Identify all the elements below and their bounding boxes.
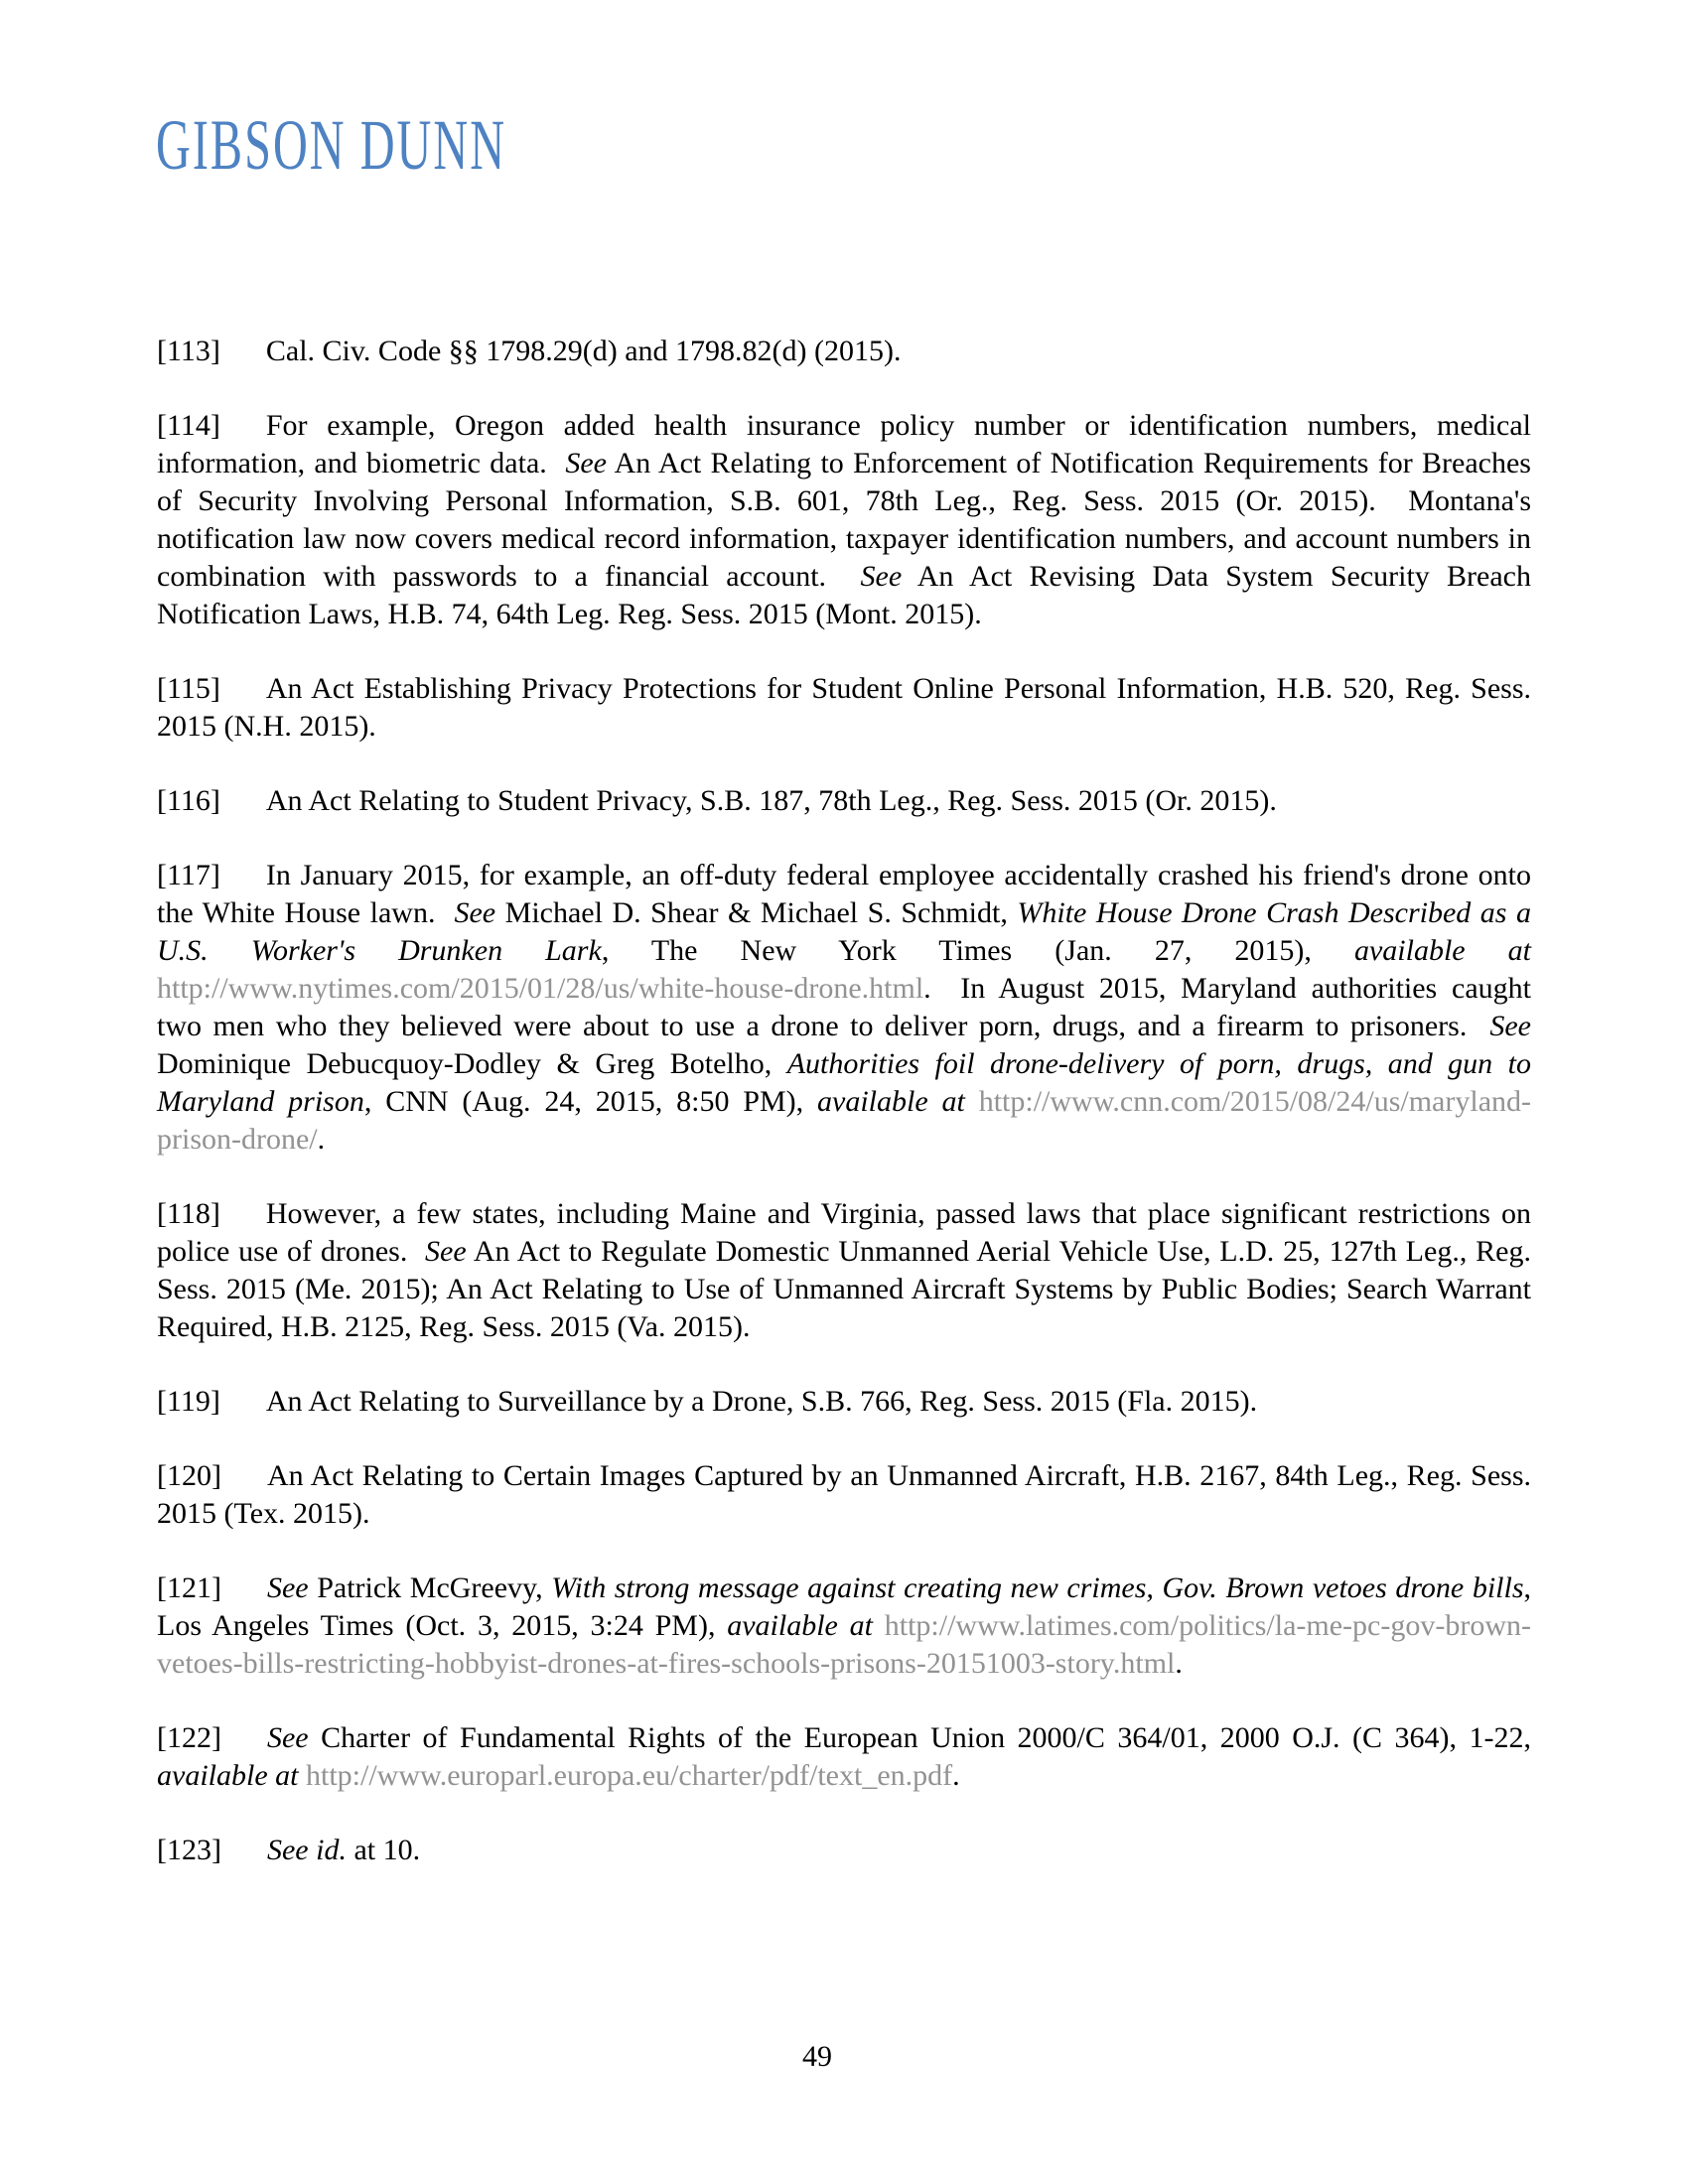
footnote-italic-run: White House Drone Crash Described as a U.S. Worker's Drunken Lark	[157, 896, 1531, 967]
footnote-number: [120]	[157, 1459, 221, 1492]
footnote-text-run: However, a few states, including Maine and Virginia, passed laws that place significant restrictions on police use of drones.	[157, 1197, 1531, 1268]
footnote-text-run: An Act to Regulate Domestic Unmanned Aerial Vehicle Use, L.D. 25, 127th Leg., Reg. Sess. 2015 (Me. 2015); An Act Relating to Use of Unmanned Aircraft Systems by Public Bodies; Search Warrant Required, H.B. 2125, Reg. Sess. 2015 (Va. 2015).	[157, 1235, 1531, 1343]
footnote	[157, 407, 1531, 633]
footnote-text-run: , CNN (Aug. 24, 2015, 8:50 PM),	[363, 1085, 817, 1118]
footnote-body	[157, 1571, 1531, 1680]
footnote-number: [123]	[157, 1834, 221, 1866]
footnote-link[interactable]: http://www.cnn.com/2015/08/24/us/maryland-prison-drone/	[157, 1085, 1532, 1156]
footnote-text-run: An Act Relating to Surveillance by a Drone, S.B. 766, Reg. Sess. 2015 (Fla. 2015).	[265, 1385, 1258, 1418]
footnote-number: [115]	[157, 672, 220, 705]
footnote	[157, 1457, 1531, 1533]
footnote-text-run: An Act Relating to Certain Images Captured by an Unmanned Aircraft, H.B. 2167, 84th Leg., Reg. Sess. 2015 (Tex. 2015).	[157, 1459, 1531, 1530]
footnote-italic-run: available at	[817, 1085, 965, 1118]
footnote	[157, 1832, 1531, 1869]
footnote-text-run: An Act Establishing Privacy Protections for Student Online Personal Information, H.B. 520, Reg. Sess. 2015 (N.H. 2015).	[157, 672, 1531, 743]
gibson-dunn-logo: GIBSON DUNN	[156, 105, 507, 185]
footnote-italic-run: With strong message against creating new crimes, Gov. Brown vetoes drone bills	[551, 1571, 1524, 1604]
footnote-body	[157, 1197, 1531, 1343]
footnote-text-run: , The New York Times (Jan. 27, 2015),	[601, 934, 1354, 967]
footnote-link[interactable]: http://www.latimes.com/politics/la-me-pc-gov-brown-vetoes-bills-restricting-hobbyist-drones-at-fires-schools-prisons-20151003-story.html	[157, 1609, 1531, 1680]
footnote-text-run	[298, 1759, 306, 1792]
footnote-text-run: For example, Oregon added health insurance policy number or identification numbers, medical information, and biometric data.	[157, 409, 1531, 479]
footnote-text-run: Cal. Civ. Code §§ 1798.29(d) and 1798.82(d) (2015).	[265, 335, 902, 367]
footnote-body	[266, 335, 902, 367]
footnote-text-run: .	[1175, 1647, 1183, 1680]
footnote-text-run: Charter of Fundamental Rights of the European Union 2000/C 364/01, 2000 O.J. (C 364), 1-22,	[308, 1721, 1531, 1754]
footnote-body	[266, 1385, 1257, 1418]
footnote-text-run: . In August 2015, Maryland authorities caught two men who they believed were about to use a drone to deliver porn, drugs, and a firearm to prisoners.	[157, 972, 1531, 1042]
footnote-text-run: An Act Revising Data System Security Breach Notification Laws, H.B. 74, 64th Leg. Reg. Sess. 2015 (Mont. 2015).	[157, 560, 1531, 630]
footnote	[157, 857, 1531, 1159]
footnote-text-run	[873, 1609, 885, 1642]
footnote-italic-run: available at	[727, 1609, 873, 1642]
footnote	[157, 1719, 1531, 1795]
footnote-number: [119]	[157, 1385, 220, 1418]
footnote	[157, 670, 1531, 746]
footnote-body	[266, 784, 1277, 817]
footnote-body	[157, 1459, 1531, 1530]
footnote-italic-run: See	[266, 1571, 309, 1604]
footnote-body	[157, 859, 1531, 1156]
footnote-italic-run: available at	[1353, 934, 1531, 967]
footnote-italic-run: See	[565, 447, 607, 479]
footnote-text-run: .	[952, 1759, 960, 1792]
footnote-link[interactable]: http://www.europarl.europa.eu/charter/pdf/text_en.pdf	[305, 1759, 953, 1792]
footnote-text-run: An Act Relating to Enforcement of Notification Requirements for Breaches of Security Involving Personal Information, S.B. 601, 78th Leg., Reg. Sess. 2015 (Or. 2015). Montana's notification law now covers medical record information, taxpayer identification numbers, and account numbers in combination with passwords to a financial account.	[157, 447, 1531, 593]
footnote	[157, 1570, 1531, 1683]
footnote-italic-run: Authorities foil drone-delivery of porn, drugs, and gun to Maryland prison	[157, 1047, 1531, 1118]
footnotes-list	[157, 0, 1531, 1906]
footnote-number: [118]	[157, 1197, 220, 1230]
footnote-text-run: , Los Angeles Times (Oct. 3, 2015, 3:24 PM),	[157, 1571, 1531, 1642]
footnote-italic-run: See	[266, 1721, 309, 1754]
page-number: 49	[802, 2040, 832, 2073]
footnote	[157, 1195, 1531, 1346]
footnote	[157, 782, 1531, 820]
footnote-number: [113]	[157, 335, 220, 367]
footnote-italic-run: See	[425, 1235, 467, 1268]
footnote-text-run: .	[317, 1123, 326, 1156]
footnote-italic-run: See	[860, 560, 903, 593]
footnote-text-run: An Act Relating to Student Privacy, S.B. 187, 78th Leg., Reg. Sess. 2015 (Or. 2015).	[265, 784, 1277, 817]
footnote-italic-run: See	[1489, 1010, 1531, 1042]
footnote-number: [116]	[157, 784, 220, 817]
footnote	[157, 1383, 1531, 1421]
footnote-text-run: Patrick McGreevy,	[308, 1571, 552, 1604]
footnote-italic-run: See	[454, 896, 496, 929]
footnote-number: [122]	[157, 1721, 221, 1754]
footnote	[157, 333, 1531, 370]
footnote-number: [114]	[157, 409, 220, 442]
footnote-italic-run: See id.	[266, 1834, 347, 1866]
footnote-number: [117]	[157, 859, 220, 891]
footnote-text-run: Dominique Debucquoy-Dodley & Greg Botelho,	[157, 1047, 787, 1080]
footnote-text-run: Michael D. Shear & Michael S. Schmidt,	[495, 896, 1018, 929]
footnote-body	[157, 1721, 1531, 1792]
footnote-number: [121]	[157, 1571, 221, 1604]
footnote-link[interactable]: http://www.nytimes.com/2015/01/28/us/white-house-drone.html	[157, 972, 924, 1005]
footnote-italic-run: available at	[157, 1759, 299, 1792]
footnote-body	[267, 1834, 420, 1866]
footnote-body	[157, 409, 1531, 630]
footnote-body	[157, 672, 1531, 743]
footnote-text-run	[965, 1085, 979, 1118]
footnote-text-run: at 10.	[346, 1834, 421, 1866]
footnote-text-run: In January 2015, for example, an off-duty federal employee accidentally crashed his friend's drone onto the White House lawn.	[157, 859, 1531, 929]
